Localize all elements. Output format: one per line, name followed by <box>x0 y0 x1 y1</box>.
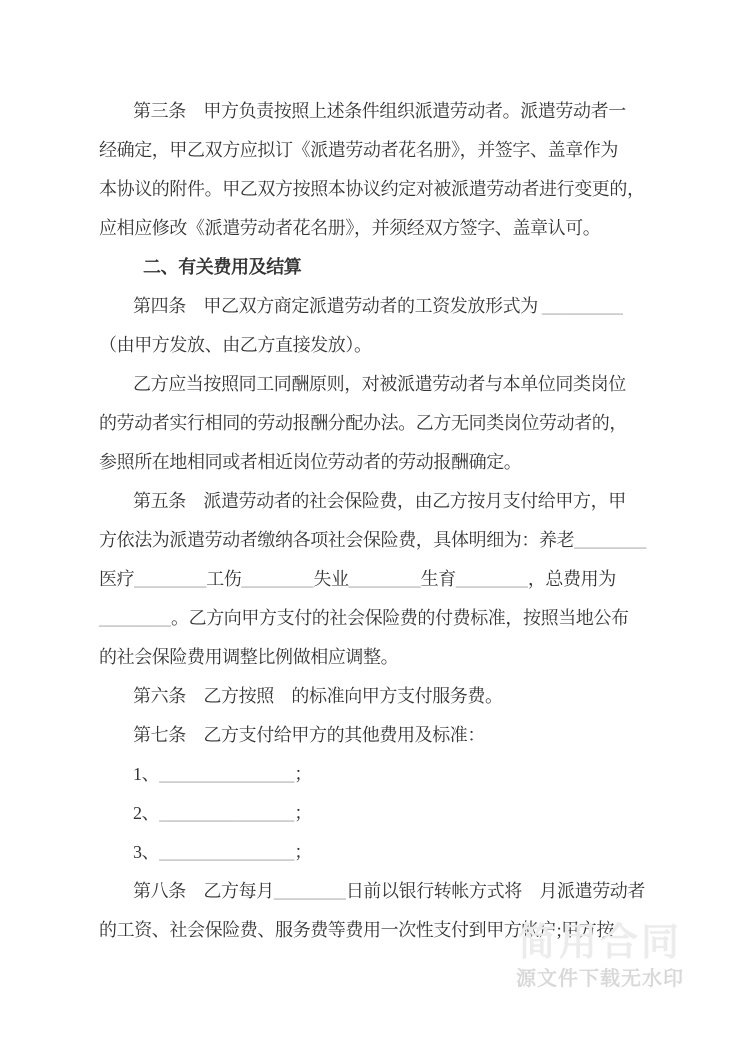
blank-underline: ________ <box>134 569 207 589</box>
clause-5-line-1: 第五条 派遣劳动者的社会保险费，由乙方按月支付给甲方，甲 <box>133 491 626 511</box>
blank-underline: ________ <box>241 569 314 589</box>
clause-4-line-2: （由甲方发放、由乙方直接发放）。 <box>99 335 372 355</box>
clause-8-line-2: 的工资、社会保险费、服务费等费用一次性支付到甲方帐户;甲方按 <box>99 920 614 940</box>
clause-8-line-1: 第八条 乙方每月________日前以银行转帐方式将 月派遣劳动者 <box>133 881 646 901</box>
blank-underline: ________ <box>574 530 647 550</box>
clause-5-line-4: ________。乙方向甲方支付的社会保险费的付费标准，按照当地公布 <box>99 608 629 628</box>
clause-7-item-2: 2、_______________； <box>133 803 312 823</box>
clause-7-item-3: 3、_______________； <box>133 842 312 862</box>
blank-underline: ________ <box>273 881 346 901</box>
blank-underline: _________ <box>541 296 623 316</box>
clause-3-line-2: 经确定，甲乙双方应拟订《派遣劳动者花名册》，并签字、盖章作为 <box>99 140 618 160</box>
blank-underline: ________ <box>455 569 528 589</box>
clause-7-line: 第七条 乙方支付给甲方的其他费用及标准： <box>133 725 485 745</box>
blank-underline: ________ <box>348 569 421 589</box>
equal-pay-line-3: 参照所在地相同或者相近岗位劳动者的劳动报酬确定。 <box>99 452 522 472</box>
section-2-heading: 二、有关费用及结算 <box>143 257 302 277</box>
contract-body <box>99 92 679 950</box>
equal-pay-line-1: 乙方应当按照同工同酬原则，对被派遣劳动者与本单位同类岗位 <box>133 374 626 394</box>
clause-5-line-2: 方依法为派遣劳动者缴纳各项社会保险费，具体明细为：养老________ <box>99 530 647 550</box>
clause-7-item-1: 1、_______________； <box>133 764 312 784</box>
blank-underline: _______________ <box>159 764 295 784</box>
clause-5-line-3: 医疗________工伤________失业________生育________，总费用为 <box>99 569 616 589</box>
watermark-tagline-text: 源文件下载无水印 <box>516 968 684 990</box>
blank-underline: ________ <box>99 608 171 628</box>
blank-underline: _______________ <box>159 842 295 862</box>
clause-6-line: 第六条 乙方按照 的标准向甲方支付服务费。 <box>133 686 503 706</box>
clause-3-line-1: 第三条 甲方负责按照上述条件组织派遣劳动者。派遣劳动者一 <box>133 101 626 121</box>
blank-underline: _______________ <box>159 803 295 823</box>
watermark-brand-text: 简用合同 <box>517 922 682 964</box>
clause-5-line-5: 的社会保险费用调整比例做相应调整。 <box>99 647 399 667</box>
clause-3-line-4: 应相应修改《派遣劳动者花名册》，并须经双方签字、盖章认可。 <box>99 218 601 238</box>
equal-pay-line-2: 的劳动者实行相同的劳动报酬分配办法。乙方无同类岗位劳动者的， <box>99 413 627 433</box>
clause-3-line-3: 本协议的附件。甲乙双方按照本协议约定对被派遣劳动者进行变更的， <box>99 179 645 199</box>
clause-4-line-1: 第四条 甲乙双方商定派遣劳动者的工资发放形式为 _________ <box>133 296 623 316</box>
